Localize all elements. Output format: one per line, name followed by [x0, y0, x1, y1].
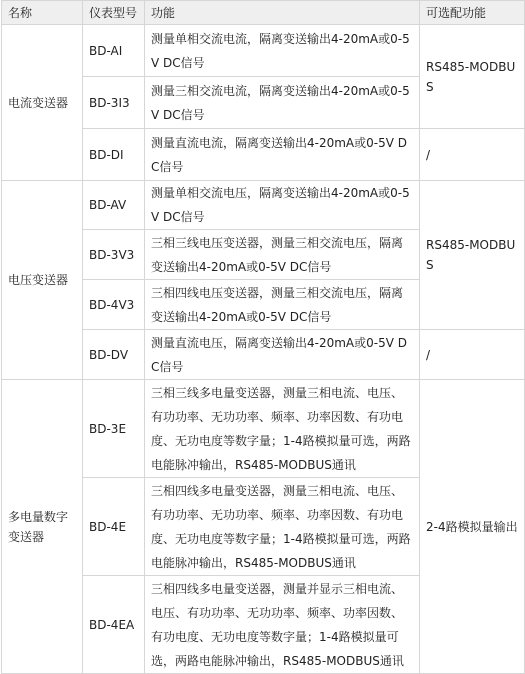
function-cell: 三相四线电压变送器，测量三相交流电压，隔离变送输出4-20mA或0-5V DC信号 — [145, 280, 420, 330]
model-cell: BD-3I3 — [83, 77, 145, 129]
model-cell: BD-AV — [83, 181, 145, 230]
header-name: 名称 — [2, 1, 83, 25]
table-row — [2, 380, 525, 478]
options-cell: 2-4路模拟量输出 — [420, 380, 525, 674]
model-cell: BD-AI — [83, 25, 145, 77]
function-cell: 测量单相交流电流，隔离变送输出4-20mA或0-5V DC信号 — [145, 25, 420, 77]
function-cell: 测量单相交流电压，隔离变送输出4-20mA或0-5V DC信号 — [145, 181, 420, 230]
model-cell: BD-3V3 — [83, 230, 145, 280]
category-cell: 多电量数字变送器 — [2, 380, 83, 674]
function-cell: 三相三线电压变送器，测量三相交流电压，隔离变送输出4-20mA或0-5V DC信号 — [145, 230, 420, 280]
options-cell: RS485-MODBUS — [420, 181, 525, 330]
table-row — [2, 181, 525, 230]
model-cell: BD-4EA — [83, 576, 145, 674]
category-cell: 电压变送器 — [2, 181, 83, 380]
header-model: 仪表型号 — [83, 1, 145, 25]
function-cell: 三相三线多电量变送器，测量三相电流、电压、有功功率、无功功率、频率、功率因数、有功电度、无功电度等数字量；1-4路模拟量可选，两路电能脉冲输出，RS485-MODBUS通讯 — [145, 380, 420, 478]
function-cell: 测量直流电流，隔离变送输出4-20mA或0-5V DC信号 — [145, 129, 420, 181]
model-cell: BD-4E — [83, 478, 145, 576]
model-cell: BD-4V3 — [83, 280, 145, 330]
model-cell: BD-DI — [83, 129, 145, 181]
options-cell: RS485-MODBUS — [420, 25, 525, 129]
options-cell: / — [420, 330, 525, 380]
header-options: 可选配功能 — [420, 1, 525, 25]
function-cell: 三相四线多电量变送器，测量并显示三相电流、电压、有功功率、无功功率、频率、功率因数、有功电度、无功电度等数字量；1-4路模拟量可选，两路电能脉冲输出，RS485-MODBUS通讯 — [145, 576, 420, 674]
options-cell: / — [420, 129, 525, 181]
category-cell: 电流变送器 — [2, 25, 83, 181]
table-row — [2, 25, 525, 77]
function-cell: 三相四线多电量变送器，测量三相电流、电压、有功功率、无功功率、频率、功率因数、有功电度、无功电度等数字量；1-4路模拟量可选，两路电能脉冲输出，RS485-MODBUS通讯 — [145, 478, 420, 576]
header-function: 功能 — [145, 1, 420, 25]
header-row — [2, 1, 525, 25]
function-cell: 测量直流电压，隔离变送输出4-20mA或0-5V DC信号 — [145, 330, 420, 380]
model-cell: BD-3E — [83, 380, 145, 478]
function-cell: 测量三相交流电流，隔离变送输出4-20mA或0-5V DC信号 — [145, 77, 420, 129]
model-cell: BD-DV — [83, 330, 145, 380]
product-spec-table — [1, 0, 525, 674]
